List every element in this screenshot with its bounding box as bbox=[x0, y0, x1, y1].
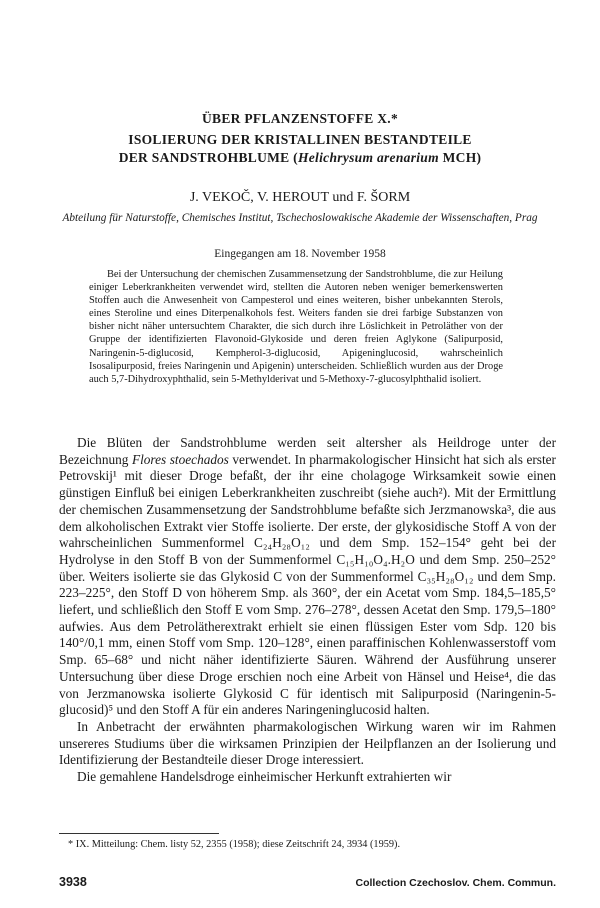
body-text bbox=[59, 435, 556, 786]
affiliation: Abteilung für Naturstoffe, Chemisches Institut, Tschechoslowakische Akademie der Wissenschaften, Prag bbox=[62, 212, 538, 224]
paragraph-1-start: Die Blüten der Sandstrohblume werden seit altersher als Heildroge unter der Bezeichnung bbox=[59, 435, 556, 467]
title-line-3-suffix: ) bbox=[476, 150, 482, 165]
species-author: MCH bbox=[438, 150, 477, 165]
journal-name: Collection Czechoslov. Chem. Commun. bbox=[355, 877, 556, 889]
footnote-rule bbox=[59, 833, 219, 834]
abstract: Bei der Untersuchung der chemischen Zusammensetzung der Sandstrohblume, die zur Heilung einiger Leberkrankheiten verwendet wird, stellten die Autoren neben weniger bemerkenswerten Stoffen auch die Anwesenheit von Campesterol und eines weiteren, bisher unbekannten Sterols, eines Steroline und eines Diterpenalkohols fest. Weiters fanden sie drei farbige Substanzen von bisher nicht näher untersuchtem Charakter, die sich durch ihre Löslichkeit in Petroläther von der Gruppe der identifizierten Flavonoid-Glykoside und deren freien Aglykone (Salipurposid, Naringenin-5-diglucosid, Kempherol-3-diglucosid, Apigeninglucosid, wahrscheinlich Isosalipurposid, freies Naringenin und Apigenin) unterscheiden. Schließlich wurden aus der Droge auch 5,7-Dihydroxyphthalid, sein 5-Methylderivat und 5-Methoxy-7-glucosylphthalid isoliert. bbox=[89, 269, 503, 385]
title-line-3-prefix: DER SANDSTROHBLUME ( bbox=[118, 150, 298, 165]
title-line-3 bbox=[0, 150, 600, 166]
footnote: * IX. Mitteilung: Chem. listy 52, 2355 (1958); diese Zeitschrift 24, 3934 (1959). bbox=[68, 839, 401, 850]
paragraph-1-rest: verwendet. In pharmakologischer Hinsicht hat sich als erster Petrovskij¹ mit dieser Droge befaßt, der ihr eine cholagoge Wirksamkeit sowie einen günstigen Einfluß bei einigen Leberkrankheiten zuschreibt (siehe auch²). Mit der Ermittlung der chemischen Zusammensetzung der Sandstrohblume befaßte sich Jerzmanowska³, die aus dem alkoholischen Extrakt vier Stoffe isolierte. Der erste, der glykosidische Stoff A von der wahrscheinlichen Summenformel C₂₄H₂₈O₁₂ und dem Smp. 152–154° geht bei der Hydrolyse in den Stoff B von der Summenformel C₁₅H₁₀O₄.H₂O und dem Smp. 250–252° über. Weiters isolierte sie das Glykosid C von der Summenformel C₃₅H₂₈O₁₂ und dem Smp. 223–225°, den Stoff D von höherem Smp. als 360°, der ein Acetat vom Smp. 184,5–185,5° liefert, und schließlich den Stoff E vom Smp. 276–278°, dessen Acetat den Smp. 179,5–180° aufwies. Aus dem Petrolätherextrakt erhielt sie einen flüssigen Ester vom Sdp. 120 bis 140°/0,1 mm, einen Stoff vom Smp. 120–128°, einen paraffinischen Kohlenwasserstoff vom Smp. 65–68° und nicht näher identifizierte Säuren. Während der Ausführung unserer Untersuchung über diese Droge erschien noch eine Arbeit von Hänsel und Heise⁴, die das von Jerzmanowska isolierte Glykosid C für identisch mit Salipurposid (Naringenin-5-glucosid)⁵ und den Stoff A für ein anderes Naringeninglucosid halten. bbox=[59, 451, 556, 718]
paragraph-1 bbox=[59, 435, 556, 719]
title-line-2: ISOLIERUNG DER KRISTALLINEN BESTANDTEILE bbox=[128, 132, 472, 147]
paragraph-2: In Anbetracht der erwähnten pharmakologischen Wirkung waren wir im Rahmen unsereres Studiums über die wirksamen Prinzipien der Heilpflanzen an der Isolierung und Identifizierung der Bestandteile dieser Droge interessiert. bbox=[59, 718, 556, 768]
drug-name: Flores stoechados bbox=[131, 451, 229, 467]
page-number: 3938 bbox=[59, 875, 87, 889]
author-list: J. VEKOČ, V. HEROUT und F. ŠORM bbox=[189, 190, 411, 205]
paragraph-3: Die gemahlene Handelsdroge einheimischer Herkunft extrahierten wir bbox=[77, 769, 452, 785]
title-line-1: ÜBER PFLANZENSTOFFE X.* bbox=[201, 111, 399, 126]
species-name: Helichrysum arenarium bbox=[297, 150, 439, 165]
received-date: Eingegangen am 18. November 1958 bbox=[214, 248, 386, 260]
